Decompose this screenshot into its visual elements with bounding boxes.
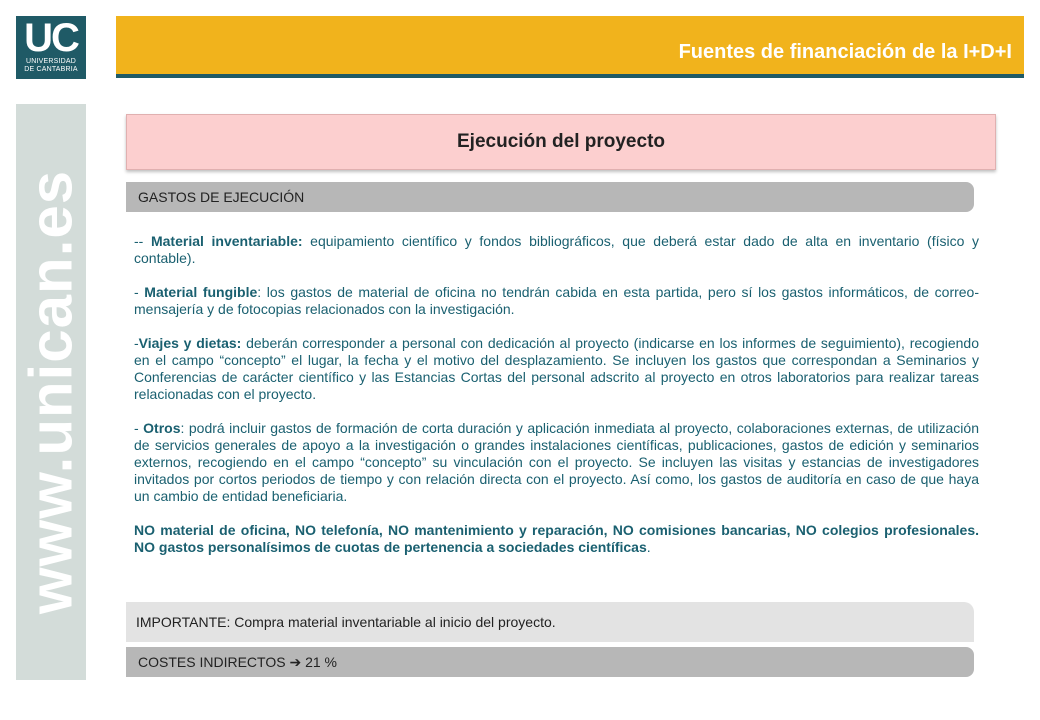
item-term: Otros [143, 420, 181, 436]
sidebar-url-text: www.unican.es [17, 169, 85, 615]
sidebar-url-banner [16, 104, 86, 680]
item-term: Material inventariable: [150, 233, 303, 249]
important-note: IMPORTANTE: Compra material inventariable al inicio del proyecto. [126, 602, 974, 642]
content-body [134, 233, 979, 573]
gastos-header: GASTOS DE EJECUCIÓN [126, 182, 974, 212]
arrow-right-icon: ➔ [289, 653, 302, 670]
logo-line-1: UNIVERSIDAD [25, 58, 77, 65]
list-item: - Material fungible: los gastos de material de oficina no tendrán cabida en esta partida, pero sí los gastos informáticos, de correo-mensajería y de fotocopias relacionados con la investigación. [134, 284, 980, 317]
costes-value: 21 % [305, 654, 337, 670]
warning-text: NO material de oficina, NO telefonía, NO mantenimiento y reparación, NO comisiones bancarias, NO colegios profesionales. NO gastos personalísimos de cuotas de pertenencia a sociedades científicas [134, 522, 979, 555]
warning-paragraph [134, 522, 979, 556]
item-text: deberán corresponder a personal con dedicación al proyecto (indicarse en los informes de seguimiento), recogiendo en el campo “concepto” el lugar, la fecha y el motivo del desplazamiento. Se incluyen los gastos que correspondan a Seminarios y Conferencias de carácter científico y las Estancias Cortas del personal adscrito al proyecto en otros laboratorios para realizar tareas relacionadas con el proyecto. [134, 335, 979, 402]
item-text: equipamiento científico y fondos bibliográficos, que deberá estar dado de alta en inventario (físico y contable). [134, 233, 980, 266]
warning-end: . [646, 539, 651, 555]
costes-label: COSTES INDIRECTOS [138, 654, 286, 670]
item-term: Viajes y dietas: [138, 335, 242, 351]
university-logo [16, 16, 86, 79]
logo-mark: UC [24, 16, 78, 60]
list-item: - Otros: podrá incluir gastos de formación de corta duración y aplicación inmediata al proyecto, colaboraciones externas, de utilización de servicios generales de apoyo a la investigación o grandes instalaciones científicas, publicaciones, gastos de edición y seminarios externos, recogiendo en el campo “concepto” su vinculación con el proyecto. Se incluyen las visitas y estancias de investigadores invitados por cortos periodos de tiempo y con relación directa con el proyecto. Así como, los gastos de auditoría en caso de que haya un cambio de entidad beneficiaria. [134, 420, 979, 504]
section-title: Ejecución del proyecto [126, 114, 996, 170]
item-text: : podrá incluir gastos de formación de corta duración y aplicación inmediata al proyecto, colaboraciones externas, de utilización de servicios generales de apoyo a la investigación o grandes instalaciones científicas, publicaciones, gastos de edición y seminarios externos, recogiendo en el campo “concepto” su vinculación con el proyecto. Se incluyen las visitas y estancias de investigadores invitados por cortos periodos de tiempo y con relación directa con el proyecto. Así como, los gastos de auditoría en caso de que haya un cambio de entidad beneficiaria. [134, 420, 979, 504]
item-term: Material fungible [144, 284, 258, 300]
costes-indirectos-bar [126, 647, 974, 677]
logo-line-2: DE CANTABRIA [24, 66, 78, 73]
header-bar [116, 16, 1024, 78]
page-title: Fuentes de financiación de la I+D+I [678, 41, 1012, 63]
list-item: -Viajes y dietas: deberán corresponder a personal con dedicación al proyecto (indicarse en los informes de seguimiento), recogiendo en el campo “concepto” el lugar, la fecha y el motivo del desplazamiento. Se incluyen los gastos que correspondan a Seminarios y Conferencias de carácter científico y las Estancias Cortas del personal adscrito al proyecto en otros laboratorios para realizar tareas relacionadas con el proyecto. [134, 335, 979, 402]
item-text: : los gastos de material de oficina no tendrán cabida en esta partida, pero sí los gastos informáticos, de correo-mensajería y de fotocopias relacionados con la investigación. [134, 284, 980, 317]
list-item: -- Material inventariable: equipamiento científico y fondos bibliográficos, que deberá estar dado de alta en inventario (físico y contable). [134, 233, 980, 266]
